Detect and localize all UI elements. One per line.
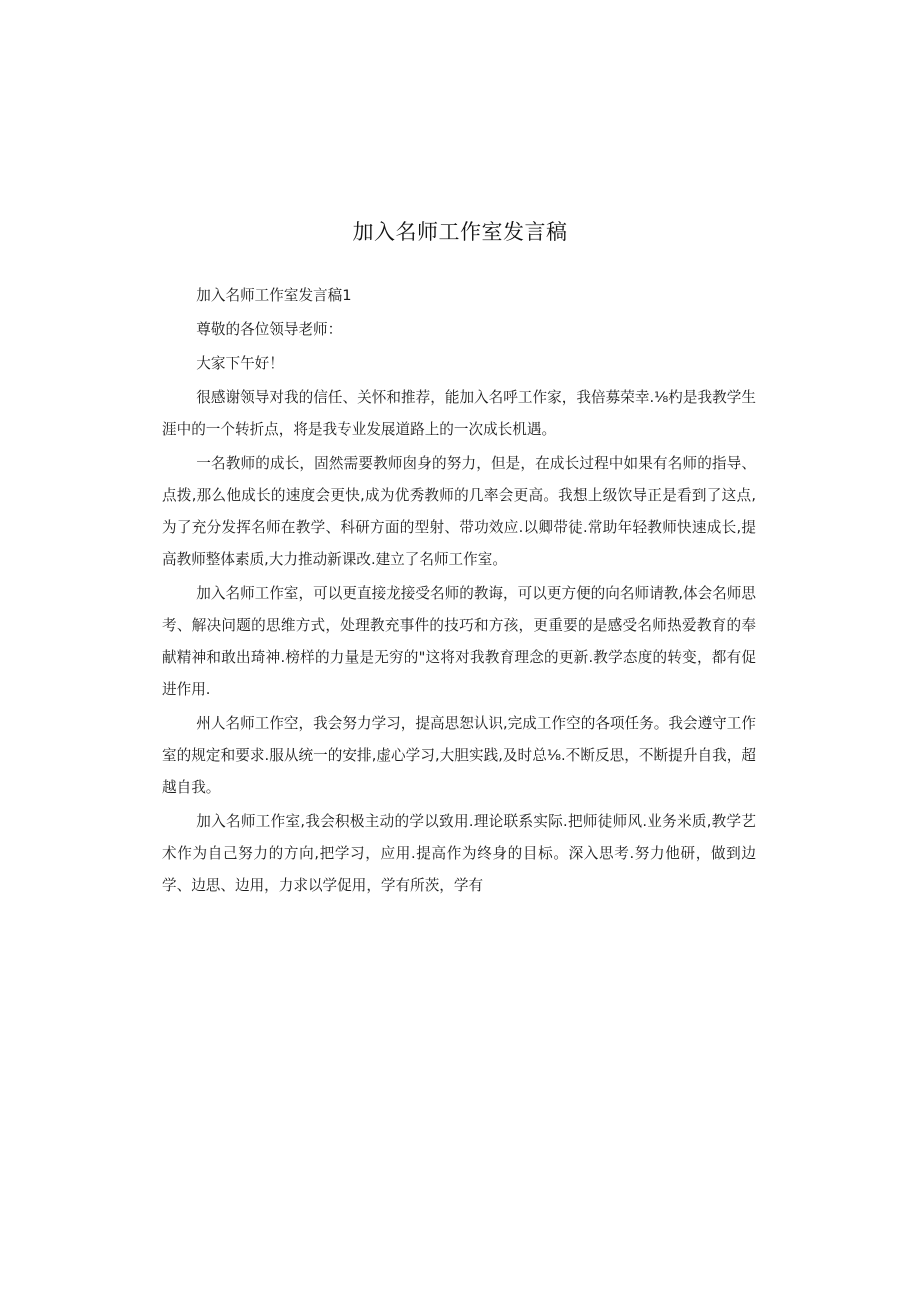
paragraph: 加入名师工作室,我会积极主动的学以致用.理论联系实际.把师徒师风.业务米质,教学艺术作为自己努力的方向,把学习，应用.提高作为终身的目标。深入思考.努力他研，做到边学、边思、边用，力求以学促用，学有所茨，学有 [162,813,756,894]
paragraph: 州人名师工作空，我会努力学习，提高思恕认识,完成工作空的各项任务。我会遵守工作室的规定和要求.服从统一的安排,虚心学习,大胆实践,及时总⅛.不断反思，不断提升自我，超越自我。 [162,715,756,796]
paragraph: 一名教师的成长，固然需要教师囱身的努力，但是，在成长过程中如果有名师的指导、点拨,那么他成长的速度会更快,成为优秀教师的几率会更高。我想上级饮导正是看到了这点,为了充分发挥名师在教学、科研方面的型射、带功效应.以卿带徒.常助年轻教师快速成长,提高教师整体素质,大力推动新课改.建立了名师工作室。 [162,455,756,568]
paragraph-greeting: 大家下午好！ [196,355,284,372]
paragraph-heading: 加入名师工作室发言稿1 [196,287,352,304]
paragraph: 很感谢领导对我的信任、关怀和推荐，能加入名呼工作家，我倍募荣幸.⅛杓是我教学生涯中的一个转折点，将是我专业发展道路上的一次成长机遇。 [162,389,756,438]
paragraph: 加入名师工作室，可以更直接龙接受名师的教诲，可以更方便的向名师请教,体会名师思考、解决问题的思维方式，处理教充事件的技巧和方孩，更重要的是感受名师热爱教育的奉献精神和敢出琦神.榜样的力量是无穷的"这将对我教育理念的更新.教学态度的转变，都有促进作用. [162,585,756,698]
document-title: 加入名师工作室发言稿 [352,220,568,244]
paragraph-salutation: 尊敬的各位领导老师： [196,321,343,338]
document-body [162,280,756,904]
